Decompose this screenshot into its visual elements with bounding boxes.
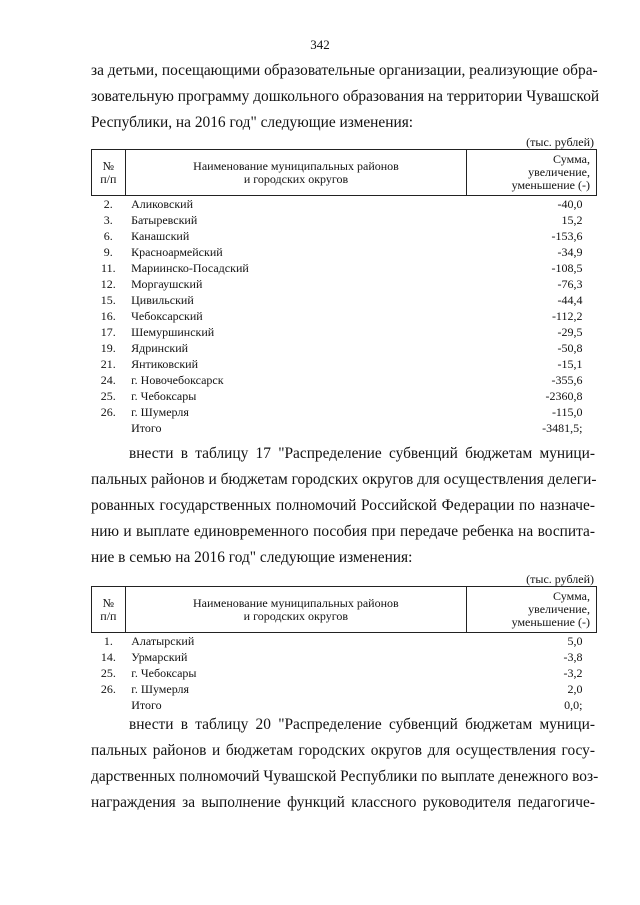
row-num: 26.: [100, 405, 116, 419]
row-name: Аликовский: [131, 197, 194, 211]
row-sum: -112,2: [551, 309, 583, 323]
row-num: 26.: [100, 682, 116, 696]
text-line: рованных государственных полномочий Российской Федерации по назначе-: [91, 497, 595, 514]
row-sum: -34,9: [557, 245, 583, 259]
text-line: пальных районов и бюджетам городских округов для осуществления госу-: [91, 742, 595, 759]
row-name: Моргаушский: [131, 277, 203, 291]
row-sum: -115,0: [551, 405, 583, 419]
table-row: [92, 649, 597, 665]
row-name: Ядринский: [131, 341, 189, 355]
row-name: Батыревский: [131, 213, 198, 227]
row-num: 1.: [103, 634, 113, 648]
row-name: Канашский: [131, 229, 190, 243]
table-row: [92, 244, 597, 260]
row-num: 25.: [100, 666, 116, 680]
row-num: 24.: [100, 373, 116, 387]
table-total-row: [92, 420, 597, 436]
row-sum: 5,0: [567, 634, 583, 648]
header-name: Наименование муниципальных районов и городских округов: [125, 587, 466, 633]
row-name: Алатырский: [131, 634, 195, 648]
row-num: 15.: [100, 293, 116, 307]
row-sum: -76,3: [557, 277, 583, 291]
row-name: Итого: [131, 421, 162, 435]
row-name: Шемуршинский: [131, 325, 215, 339]
row-name: Итого: [131, 698, 162, 712]
row-name: Янтиковский: [131, 357, 199, 371]
row-sum: -2360,8: [545, 389, 583, 403]
table-row: [92, 308, 597, 324]
middle-paragraph: [91, 441, 595, 571]
row-sum: -3,8: [563, 650, 583, 664]
row-name: г. Чебоксары: [131, 389, 197, 403]
row-num: [92, 697, 126, 713]
row-name: г. Шумерля: [131, 405, 189, 419]
row-name: Урмарский: [131, 650, 188, 664]
row-name: Чебоксарский: [131, 309, 203, 323]
row-name: Цивильский: [131, 293, 194, 307]
table-row: [92, 196, 597, 213]
table-row: [92, 404, 597, 420]
row-name: Мариинско-Посадский: [131, 261, 249, 275]
header-name: Наименование муниципальных районов и городских округов: [125, 150, 467, 196]
table-row: [92, 228, 597, 244]
row-sum: -3481,5;: [542, 421, 583, 435]
table-row: [92, 212, 597, 228]
table-row: [92, 681, 597, 697]
table-row: [92, 324, 597, 340]
text-line: награждения за выполнение функций классного руководителя педагогиче-: [91, 794, 595, 811]
table-row: [92, 633, 597, 650]
row-num: 21.: [100, 357, 116, 371]
row-sum: -50,8: [557, 341, 583, 355]
row-name: г. Чебоксары: [131, 666, 197, 680]
table-body: [92, 633, 597, 714]
table-total-row: [92, 697, 597, 713]
header-sum: Сумма, увеличение, уменьшение (-): [467, 150, 597, 196]
text-line: пальных районов и бюджетам городских округов для осуществления делеги-: [91, 471, 597, 488]
units-label: (тыс. рублей): [526, 572, 594, 586]
row-sum: -153,6: [551, 229, 583, 243]
table-header-row: [92, 150, 597, 196]
row-num: 17.: [100, 325, 116, 339]
row-sum: -108,5: [551, 261, 583, 275]
units-label: (тыс. рублей): [526, 135, 594, 149]
row-sum: 2,0: [567, 682, 583, 696]
row-name: Красноармейский: [131, 245, 223, 259]
row-num: 2.: [103, 197, 113, 211]
row-num: [92, 420, 126, 436]
row-num: 6.: [103, 229, 113, 243]
row-sum: -40,0: [557, 197, 583, 211]
row-sum: -15,1: [557, 357, 583, 371]
table-row: [92, 340, 597, 356]
table-row: [92, 292, 597, 308]
row-sum: -44,4: [557, 293, 583, 307]
table-header-row: [92, 587, 597, 633]
row-name: г. Новочебоксарск: [131, 373, 224, 387]
row-sum: -3,2: [563, 666, 583, 680]
header-num: № п/п: [92, 150, 126, 196]
header-num: № п/п: [92, 587, 126, 633]
row-num: 9.: [103, 245, 113, 259]
row-name: г. Шумерля: [131, 682, 190, 696]
page-number: 342: [310, 37, 330, 52]
row-num: 16.: [100, 309, 116, 323]
row-num: 19.: [100, 341, 116, 355]
table-row: [92, 260, 597, 276]
text-line: за детьми, посещающими образовательные организации, реализующие обра-: [91, 62, 598, 79]
text-line: внести в таблицу 20 "Распределение субвенций бюджетам муници-: [129, 716, 595, 733]
row-num: 3.: [103, 213, 113, 227]
final-paragraph: [91, 712, 599, 816]
table-body: [92, 196, 597, 437]
row-sum: -355,6: [551, 373, 583, 387]
table-row: [92, 665, 597, 681]
row-sum: 0,0;: [564, 698, 583, 712]
subsidy-table-1: [91, 149, 597, 436]
row-num: 12.: [100, 277, 116, 291]
text-line: нию и выплате единовременного пособия при передаче ребенка на воспита-: [91, 523, 595, 540]
table-row: [92, 372, 597, 388]
row-num: 25.: [100, 389, 116, 403]
subsidy-table-2: [91, 586, 597, 713]
row-num: 14.: [100, 650, 116, 664]
text-line: ние в семью на 2016 год" следующие изменения:: [91, 549, 413, 566]
table-row: [92, 388, 597, 404]
row-num: 11.: [101, 261, 116, 275]
text-line: зовательную программу дошкольного образования на территории Чувашской: [91, 88, 600, 105]
text-line: внести в таблицу 17 "Распределение субвенций бюджетам муници-: [129, 445, 595, 462]
text-line: дарственных полномочий Чувашской Республики по выплате денежного воз-: [91, 768, 599, 785]
table-row: [92, 356, 597, 372]
header-sum: Сумма, увеличение, уменьшение (-): [466, 587, 596, 633]
intro-paragraph: [91, 58, 600, 136]
table-row: [92, 276, 597, 292]
row-sum: 15,2: [561, 213, 583, 227]
row-sum: -29,5: [557, 325, 583, 339]
text-line: Республики, на 2016 год" следующие изменения:: [91, 114, 414, 131]
